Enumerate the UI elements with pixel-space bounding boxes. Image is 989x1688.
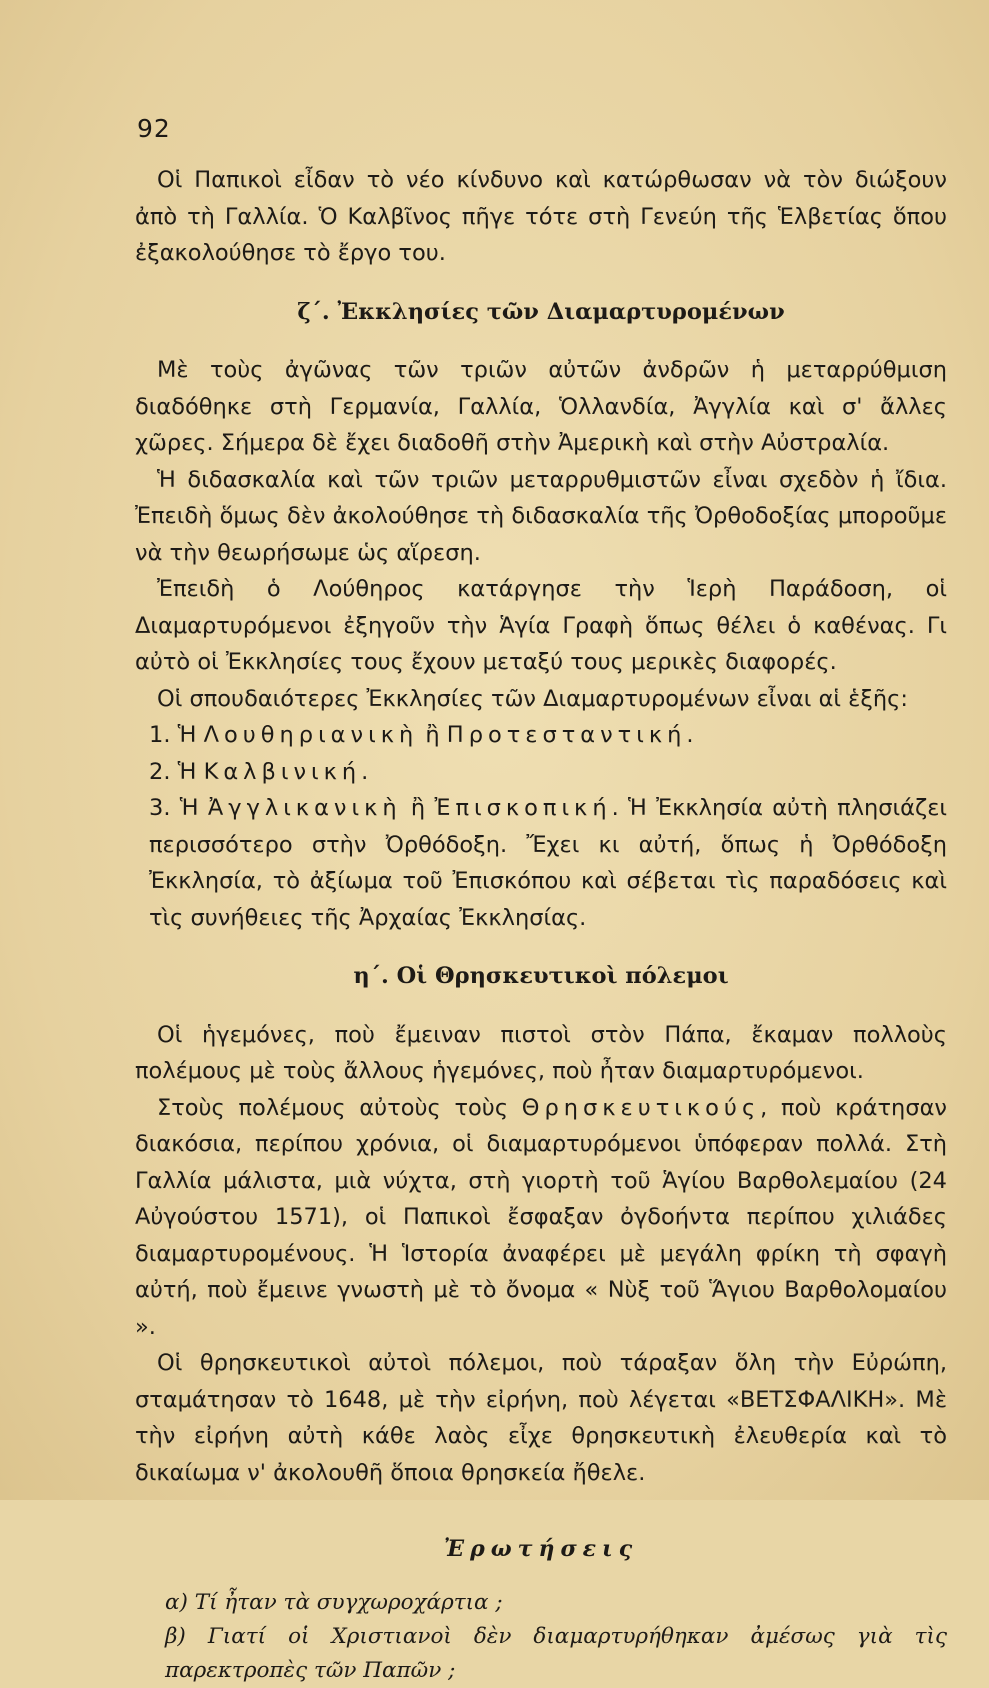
church-list (135, 717, 947, 936)
intro-paragraph: Οἱ Παπικοὶ εἶδαν τὸ νέο κίνδυνο καὶ κατώρθωσαν νὰ τὸν διώξουν ἀπὸ τὴ Γαλλία. Ὁ Καλβῖνος πῆγε τότε στὴ Γενεύη τῆς Ἑλβετίας ὅπου ἐξακολούθησε τὸ ἔργο του. (135, 167, 947, 266)
section-z-paragraph-2: Ἡ διδασκαλία καὶ τῶν τριῶν μεταρρυθμιστῶν εἶναι σχεδὸν ἡ ἴδια. Ἐπειδὴ ὅμως δὲν ἀκολούθησε τὴ διδασκαλία τῆς Ὀρθοδοξίας μποροῦμε νὰ τὴν θεωρήσωμε ὡς αἵρεση. (135, 466, 947, 566)
section-h-paragraph-2: Στοὺς πολέμους αὐτοὺς τοὺς Θρησκευτικούς, ποὺ κράτησαν διακόσια, περίπου χρόνια, οἱ διαμαρτυρόμενοι ὑπόφεραν πολλά. Στὴ Γαλλία μάλιστα, μιὰ νύχτα, στὴ γιορτὴ τοῦ Ἁγίου Βαρθολεμαίου (24 Αὐγούστου 1571), οἱ Παπικοὶ ἔσφαξαν ὀγδοήντα περίπου χιλιάδες διαμαρτυρομένους. Ἡ Ἱστορία ἀναφέρει μὲ μεγάλη φρίκη τὴ σφαγὴ αὐτή, ποὺ ἔμεινε γνωστὴ μὲ τὸ ὄνομα « Νὺξ τοῦ Ἅγιου Βαρθολομαίου ». (135, 1094, 947, 1340)
question-b: β) Γιατί οἱ Χριστιανοὶ δὲν διαμαρτυρήθηκαν ἀμέσως γιὰ τὶς παρεκτροπὲς τῶν Παπῶν ; (165, 1623, 947, 1683)
section-h-paragraph-3: Οἱ θρησκευτικοὶ αὐτοὶ πόλεμοι, ποὺ τάραξαν ὅλη τὴν Εὐρώπη, σταμάτησαν τὸ 1648, μὲ τὴν εἰρήνη, ποὺ λέγεται «ΒΕΤΣΦΑΛΙΚΗ». Μὲ τὴν εἰρήνη αὐτὴ κάθε λαὸς εἶχε θρησκευτικὴ ἐλευθερία καὶ τὸ δικαίωμα ν' ἀκολουθῆ ὅποια θρησκεία ἤθελε. (135, 1350, 947, 1486)
page-body (135, 162, 947, 1688)
section-z-paragraph-4: Οἱ σπουδαιότερες Ἐκκλησίες τῶν Διαμαρτυρομένων εἶναι αἱ ἑξῆς: (157, 685, 908, 712)
list-item: 1. Ἡ Λουθηριανικὴ ἢ Προτεσταντική. (149, 722, 694, 748)
list-item: 2. Ἡ Καλβινική. (149, 758, 369, 785)
section-z-paragraph-1: Μὲ τοὺς ἀγῶνας τῶν τριῶν αὐτῶν ἀνδρῶν ἡ μεταρρύθμιση διαδόθηκε στὴ Γερμανία, Γαλλία, Ὁλλανδία, Ἀγγλία καὶ σ' ἄλλες χῶρες. Σήμερα δὲ ἔχει διαδοθῆ στὴν Ἀμερικὴ καὶ στὴν Αὐστραλία. (135, 357, 947, 456)
section-z-paragraph-3: Ἐπειδὴ ὁ Λούθηρος κατάργησε τὴν Ἱερὴ Παράδοση, οἱ Διαμαρτυρόμενοι ἐξηγοῦν τὴν Ἁγία Γραφὴ ὅπως θέλει ὁ καθένας. Γι αὐτὸ οἱ Ἐκκλησίες τους ἔχουν μεταξύ τους μερικὲς διαφορές. (135, 576, 947, 675)
section-h-paragraph-1: Οἱ ἡγεμόνες, ποὺ ἔμειναν πιστοὶ στὸν Πάπα, ἔκαμαν πολλοὺς πολέμους μὲ τοὺς ἄλλους ἡγεμόνες, ποὺ ἦταν διαμαρτυρόμενοι. (135, 1021, 947, 1084)
question-a: α) Τί ἦταν τὰ συγχωροχάρτια ; (165, 1589, 503, 1615)
section-z-heading: ζ΄. Ἐκκλησίες τῶν Διαμαρτυρομένων (297, 298, 785, 325)
section-h-heading: η΄. Οἱ Θρησκευτικοὶ πόλεμοι (353, 963, 729, 989)
questions-heading: Ἐρωτήσεις (443, 1536, 639, 1562)
list-item: 3. Ἡ Ἀγγλικανικὴ ἢ Ἐπισκοπική. Ἡ Ἐκκλησία αὐτὴ πλησιάζει περισσότερο στὴν Ὀρθόδοξη. Ἔχει κι αὐτή, ὅπως ἡ Ὀρθόδοξη Ἐκκλησία, τὸ ἀξίωμα τοῦ Ἐπισκόπου καὶ σέβεται τὶς παραδόσεις καὶ τὶς συνήθειες τῆς Ἀρχαίας Ἐκκλησίας. (149, 795, 947, 931)
page-number: 92 (137, 114, 171, 143)
